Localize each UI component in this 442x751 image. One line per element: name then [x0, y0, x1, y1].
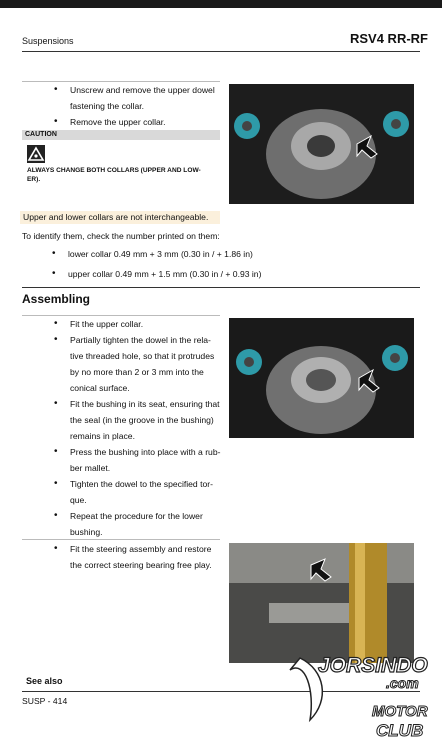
collar-list — [48, 244, 408, 284]
top-bar — [0, 0, 442, 8]
step-continuation: the seal (in the groove in the bushing) — [70, 415, 214, 425]
step-item: • Partially tighten the dowel in the rela- — [50, 332, 225, 348]
see-also: See also — [26, 676, 63, 686]
removal-steps — [50, 82, 225, 130]
assembling-heading: Assembling — [22, 292, 91, 306]
jorsindo-logo — [280, 650, 440, 746]
logo-club2: CLUB — [376, 721, 424, 740]
step-item: • Press the bushing into place with a rub- — [50, 444, 225, 460]
step-continuation: fastening the collar. — [70, 101, 145, 111]
collar-item: • upper collar 0.49 mm + 1.5 mm (0.30 in / + 0.93 in) — [48, 264, 408, 284]
warning-icon — [27, 145, 45, 163]
photo-steering — [229, 543, 414, 663]
steering-steps — [50, 541, 228, 573]
step-item: • Fit the bushing in its seat, ensuring that — [50, 396, 225, 412]
photo-bushing — [229, 318, 414, 438]
logo-sub: .com — [386, 675, 419, 691]
step-continuation: conical surface. — [70, 383, 130, 393]
step-continuation: the correct steering bearing free play. — [70, 560, 212, 570]
section-rule — [22, 287, 420, 288]
step-continuation: tive threaded hole, so that it protrudes — [70, 351, 215, 361]
step-item: • Repeat the procedure for the lower — [50, 508, 225, 524]
page-number: SUSP - 414 — [22, 696, 68, 706]
step-item: • Fit the steering assembly and restore — [50, 541, 228, 557]
identify-text: To identify them, check the number printed on them: — [22, 231, 220, 241]
step-item: • Fit the upper collar. — [50, 316, 225, 332]
step-continuation: bushing. — [70, 527, 103, 537]
logo-brand: JORSINDO — [318, 654, 428, 677]
step-item: • Unscrew and remove the upper dowel — [50, 82, 225, 98]
header-rule — [22, 51, 420, 52]
photo-upper-collar — [229, 84, 414, 204]
step-continuation: que. — [70, 495, 87, 505]
caution-text — [27, 166, 222, 184]
section-title: Suspensions — [22, 36, 74, 46]
collar-item: • lower collar 0.49 mm + 3 mm (0.30 in / + 1.86 in) — [48, 244, 408, 264]
step-item: • Remove the upper collar. — [50, 114, 225, 130]
highlighted-note: Upper and lower collars are not interchangeable. — [20, 211, 220, 224]
caution-line: ER). — [27, 176, 41, 183]
block-rule — [22, 539, 220, 540]
step-continuation: ber mallet. — [70, 463, 111, 473]
model-title: RSV4 RR-RF — [349, 31, 428, 46]
step-continuation: remains in place. — [70, 431, 135, 441]
assembly-steps — [50, 316, 225, 540]
step-continuation: by no more than 2 or 3 mm into the — [70, 367, 204, 377]
caution-label: CAUTION — [22, 130, 220, 140]
logo-club1: MOTOR — [372, 703, 428, 720]
caution-line: ALWAYS CHANGE BOTH COLLARS (UPPER AND LOW- — [27, 167, 201, 174]
step-item: • Tighten the dowel to the specified tor- — [50, 476, 225, 492]
